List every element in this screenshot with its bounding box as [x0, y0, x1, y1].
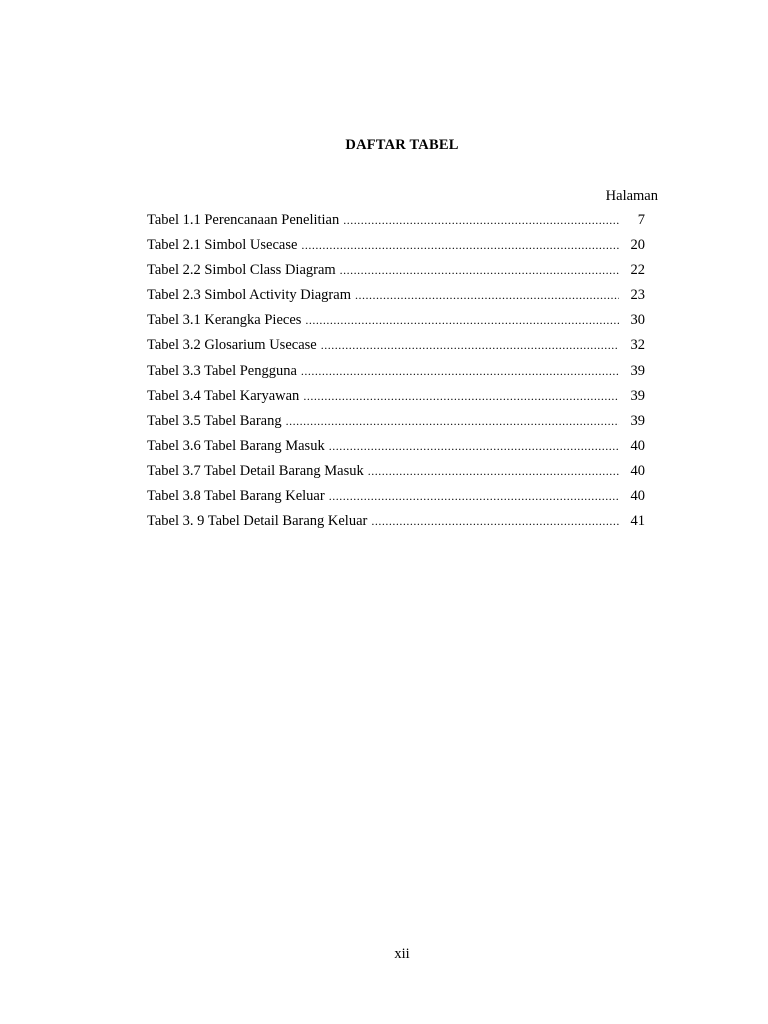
- dot-leader: [301, 364, 619, 379]
- toc-entry[interactable]: [147, 262, 645, 287]
- toc-entry[interactable]: [147, 438, 645, 463]
- dot-leader: [321, 338, 619, 353]
- toc-entry-page: 41: [630, 513, 645, 530]
- dot-leader: [303, 389, 619, 404]
- page-title: DAFTAR TABEL: [345, 137, 459, 153]
- toc-entry-label: Tabel 2.2 Simbol Class Diagram: [147, 262, 336, 279]
- toc-entry-label: Tabel 2.1 Simbol Usecase: [147, 237, 298, 254]
- dot-leader: [343, 213, 619, 228]
- toc-entry[interactable]: [147, 513, 645, 538]
- toc-entry[interactable]: [147, 488, 645, 513]
- dot-leader: [329, 439, 619, 454]
- dot-leader: [301, 238, 619, 253]
- toc-entry-label: Tabel 1.1 Perencanaan Penelitian: [147, 212, 340, 228]
- toc-entry-page: 40: [630, 437, 645, 454]
- toc-entry-page: 7: [637, 212, 645, 228]
- dot-leader: [368, 464, 619, 479]
- dot-leader: [371, 514, 619, 529]
- toc-entry-label: Tabel 3.2 Glosarium Usecase: [147, 337, 317, 354]
- dot-leader: [329, 489, 619, 504]
- toc-entry-page: 39: [630, 362, 645, 379]
- toc-entry-page: 30: [630, 312, 645, 329]
- toc-entry[interactable]: [147, 463, 645, 488]
- page-column-header: Halaman: [605, 188, 658, 204]
- toc-entry[interactable]: [147, 337, 645, 362]
- toc-entry-page: 20: [630, 237, 645, 254]
- toc-entry-label: Tabel 3.8 Tabel Barang Keluar: [147, 488, 325, 505]
- toc-entry-label: Tabel 2.3 Simbol Activity Diagram: [147, 287, 351, 304]
- toc-entry-label: Tabel 3.3 Tabel Pengguna: [147, 362, 297, 379]
- dot-leader: [340, 263, 619, 278]
- toc-entry[interactable]: [147, 237, 645, 262]
- toc-entry-label: Tabel 3. 9 Tabel Detail Barang Keluar: [147, 513, 368, 530]
- toc-entry-label: Tabel 3.5 Tabel Barang: [147, 412, 282, 429]
- toc-entry-page: 40: [630, 488, 645, 505]
- toc-entry[interactable]: [147, 363, 645, 388]
- toc-entry-page: 40: [630, 462, 645, 479]
- toc-entry[interactable]: [147, 388, 645, 413]
- dot-leader: [286, 414, 619, 429]
- toc-entry[interactable]: [147, 287, 645, 312]
- toc-entry-page: 22: [630, 262, 645, 279]
- toc-entry[interactable]: [147, 212, 645, 237]
- table-of-tables: [147, 212, 645, 538]
- toc-entry-page: 39: [630, 387, 645, 404]
- page-number: xii: [394, 946, 410, 962]
- toc-entry[interactable]: [147, 312, 645, 337]
- toc-entry-label: Tabel 3.1 Kerangka Pieces: [147, 312, 302, 329]
- toc-entry-label: Tabel 3.4 Tabel Karyawan: [147, 387, 300, 404]
- toc-entry-page: 23: [630, 287, 645, 304]
- toc-entry-label: Tabel 3.6 Tabel Barang Masuk: [147, 437, 325, 454]
- toc-entry-label: Tabel 3.7 Tabel Detail Barang Masuk: [147, 462, 364, 479]
- toc-entry-page: 39: [630, 412, 645, 429]
- dot-leader: [305, 313, 619, 328]
- toc-entry-page: 32: [630, 337, 645, 354]
- toc-entry[interactable]: [147, 413, 645, 438]
- dot-leader: [355, 288, 619, 303]
